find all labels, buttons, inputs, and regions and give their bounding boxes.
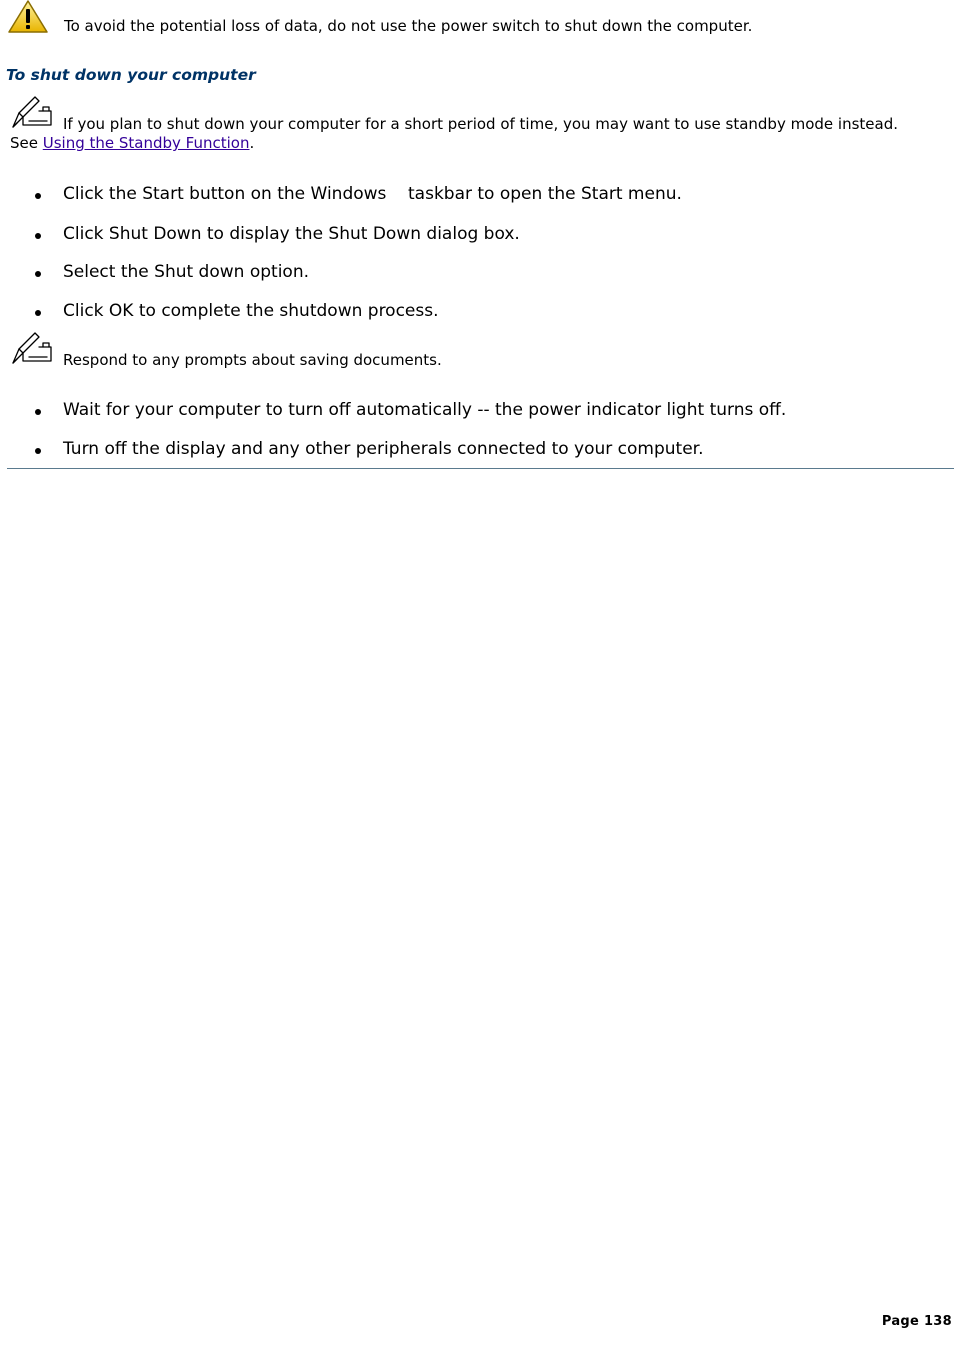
warning-triangle-icon xyxy=(8,0,48,34)
bullet-icon xyxy=(35,271,41,277)
standby-function-link[interactable]: Using the Standby Function xyxy=(42,134,250,152)
standby-note-end: . xyxy=(249,134,255,152)
warning-text: To avoid the potential loss of data, do not use the power switch to shut down the computer. xyxy=(64,17,753,35)
bullet-icon xyxy=(35,409,41,415)
bullet-icon xyxy=(35,233,41,239)
section-divider xyxy=(7,468,954,469)
section-heading: To shut down your computer xyxy=(6,66,256,84)
standby-note xyxy=(10,115,910,153)
bullet-icon xyxy=(35,193,41,199)
page-number: Page 138 xyxy=(881,1314,952,1329)
note-pencil-icon xyxy=(9,329,55,365)
prompts-note-text: Respond to any prompts about saving documents. xyxy=(63,351,442,369)
warning-notice xyxy=(8,0,948,40)
bullet-icon xyxy=(35,448,41,454)
standby-note-text: If you plan to shut down your computer for a short period of time, you may want to use standby mode instead. See xyxy=(10,115,898,152)
bullet-icon xyxy=(35,310,41,316)
